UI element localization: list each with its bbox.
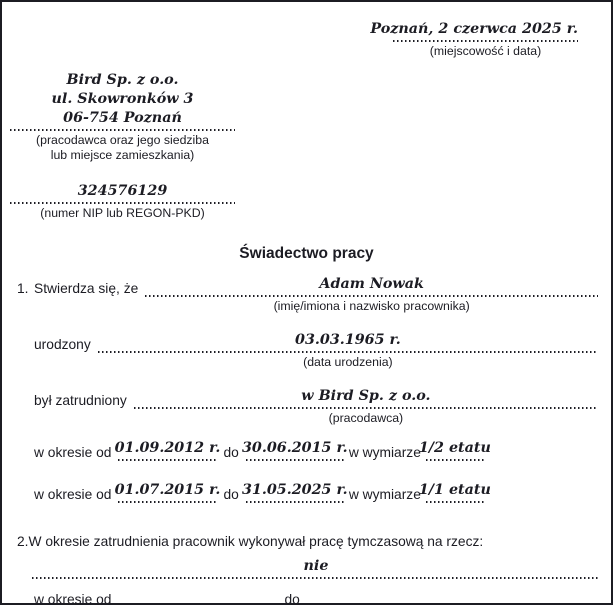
period-from-label: w okresie od bbox=[34, 487, 112, 502]
employer-caption-line2: lub miejsce zamieszkania) bbox=[50, 148, 195, 162]
employed-at-dotted-line bbox=[134, 407, 598, 409]
period-fte-label: w wymiarze bbox=[348, 487, 421, 502]
period-to-label: do bbox=[223, 487, 239, 502]
period-to-label: do bbox=[284, 592, 300, 605]
birth-date-value: 03.03.1965 r. bbox=[295, 332, 401, 348]
document-title: Świadectwo pracy bbox=[239, 245, 374, 262]
employment-period-row-2 bbox=[34, 481, 598, 503]
employed-at-value: w Bird Sp. z o.o. bbox=[301, 388, 431, 404]
temporary-work-text: W okresie zatrudnienia pracownik wykonywał pracę tymczasową na rzecz: bbox=[28, 534, 484, 549]
period-1-from-field bbox=[114, 439, 221, 461]
employer-street: ul. Skowronków 3 bbox=[51, 91, 194, 107]
place-date-value: Poznań, 2 czerwca 2025 r. bbox=[370, 21, 578, 37]
employer-name: Bird Sp. z o.o. bbox=[66, 72, 179, 88]
employment-period-row-1 bbox=[34, 439, 598, 461]
period-1-from-dotted-line bbox=[118, 459, 216, 461]
employee-name-field bbox=[145, 275, 598, 313]
period-1-to-dotted-line bbox=[246, 459, 344, 461]
period-1-from-value: 01.09.2012 r. bbox=[114, 440, 221, 456]
born-label: urodzony bbox=[34, 337, 91, 352]
employee-name-value: Adam Nowak bbox=[319, 276, 424, 292]
employee-name-row bbox=[17, 275, 598, 313]
period-1-to-field bbox=[241, 439, 348, 461]
item-1-number: 1. bbox=[17, 281, 29, 296]
period-2-from-dotted-line bbox=[118, 501, 216, 503]
period-2-to-value: 31.05.2025 r. bbox=[241, 482, 348, 498]
employed-at-caption: (pracodawca) bbox=[328, 411, 404, 425]
period-1-fte-field bbox=[418, 439, 491, 461]
birth-date-row bbox=[34, 331, 598, 369]
employee-name-dotted-line bbox=[145, 295, 598, 297]
period-from-label: w okresie od bbox=[34, 592, 112, 605]
temporary-work-answer-field bbox=[32, 557, 600, 579]
employer-block bbox=[10, 71, 235, 163]
employer-city: 06-754 Poznań bbox=[63, 110, 182, 126]
employer-dotted-line bbox=[10, 129, 235, 131]
period-1-fte-dotted-line bbox=[426, 459, 484, 461]
temporary-work-period-row bbox=[34, 591, 598, 605]
period-1-fte-value: 1/2 etatu bbox=[418, 440, 491, 456]
period-2-from-value: 01.07.2015 r. bbox=[114, 482, 221, 498]
employee-name-caption: (imię/imiona i nazwisko pracownika) bbox=[273, 299, 470, 313]
employed-label: był zatrudniony bbox=[34, 393, 127, 408]
employed-at-row bbox=[34, 387, 598, 425]
period-2-from-field bbox=[114, 481, 221, 503]
tax-number-caption: (numer NIP lub REGON-PKD) bbox=[40, 206, 205, 220]
place-date-block bbox=[370, 20, 578, 59]
place-date-dotted-line bbox=[393, 40, 578, 42]
temporary-work-dotted-line bbox=[32, 577, 600, 579]
place-date-caption: (miejscowość i data) bbox=[429, 44, 542, 58]
tax-number-block bbox=[10, 182, 235, 221]
birth-date-field bbox=[98, 331, 598, 369]
period-1-to-value: 30.06.2015 r. bbox=[241, 440, 348, 456]
period-2-fte-value: 1/1 etatu bbox=[418, 482, 491, 498]
tax-number-dotted-line bbox=[10, 202, 235, 204]
period-from-label: w okresie od bbox=[34, 445, 112, 460]
period-to-label: do bbox=[223, 445, 239, 460]
period-2-to-field bbox=[241, 481, 348, 503]
item-2-number: 2. bbox=[17, 534, 29, 549]
birth-date-caption: (data urodzenia) bbox=[303, 355, 393, 369]
birth-date-dotted-line bbox=[98, 351, 598, 353]
period-2-to-dotted-line bbox=[246, 501, 344, 503]
period-2-fte-dotted-line bbox=[426, 501, 484, 503]
temporary-work-row bbox=[17, 533, 598, 550]
period-2-fte-field bbox=[418, 481, 491, 503]
period-fte-label: w wymiarze bbox=[348, 445, 421, 460]
tax-number-value: 324576129 bbox=[77, 183, 168, 199]
temporary-work-answer-value: nie bbox=[303, 558, 329, 574]
employer-caption-line1: (pracodawca oraz jego siedziba bbox=[36, 133, 209, 147]
employed-at-field bbox=[134, 387, 598, 425]
statement-label: Stwierdza się, że bbox=[34, 281, 139, 296]
